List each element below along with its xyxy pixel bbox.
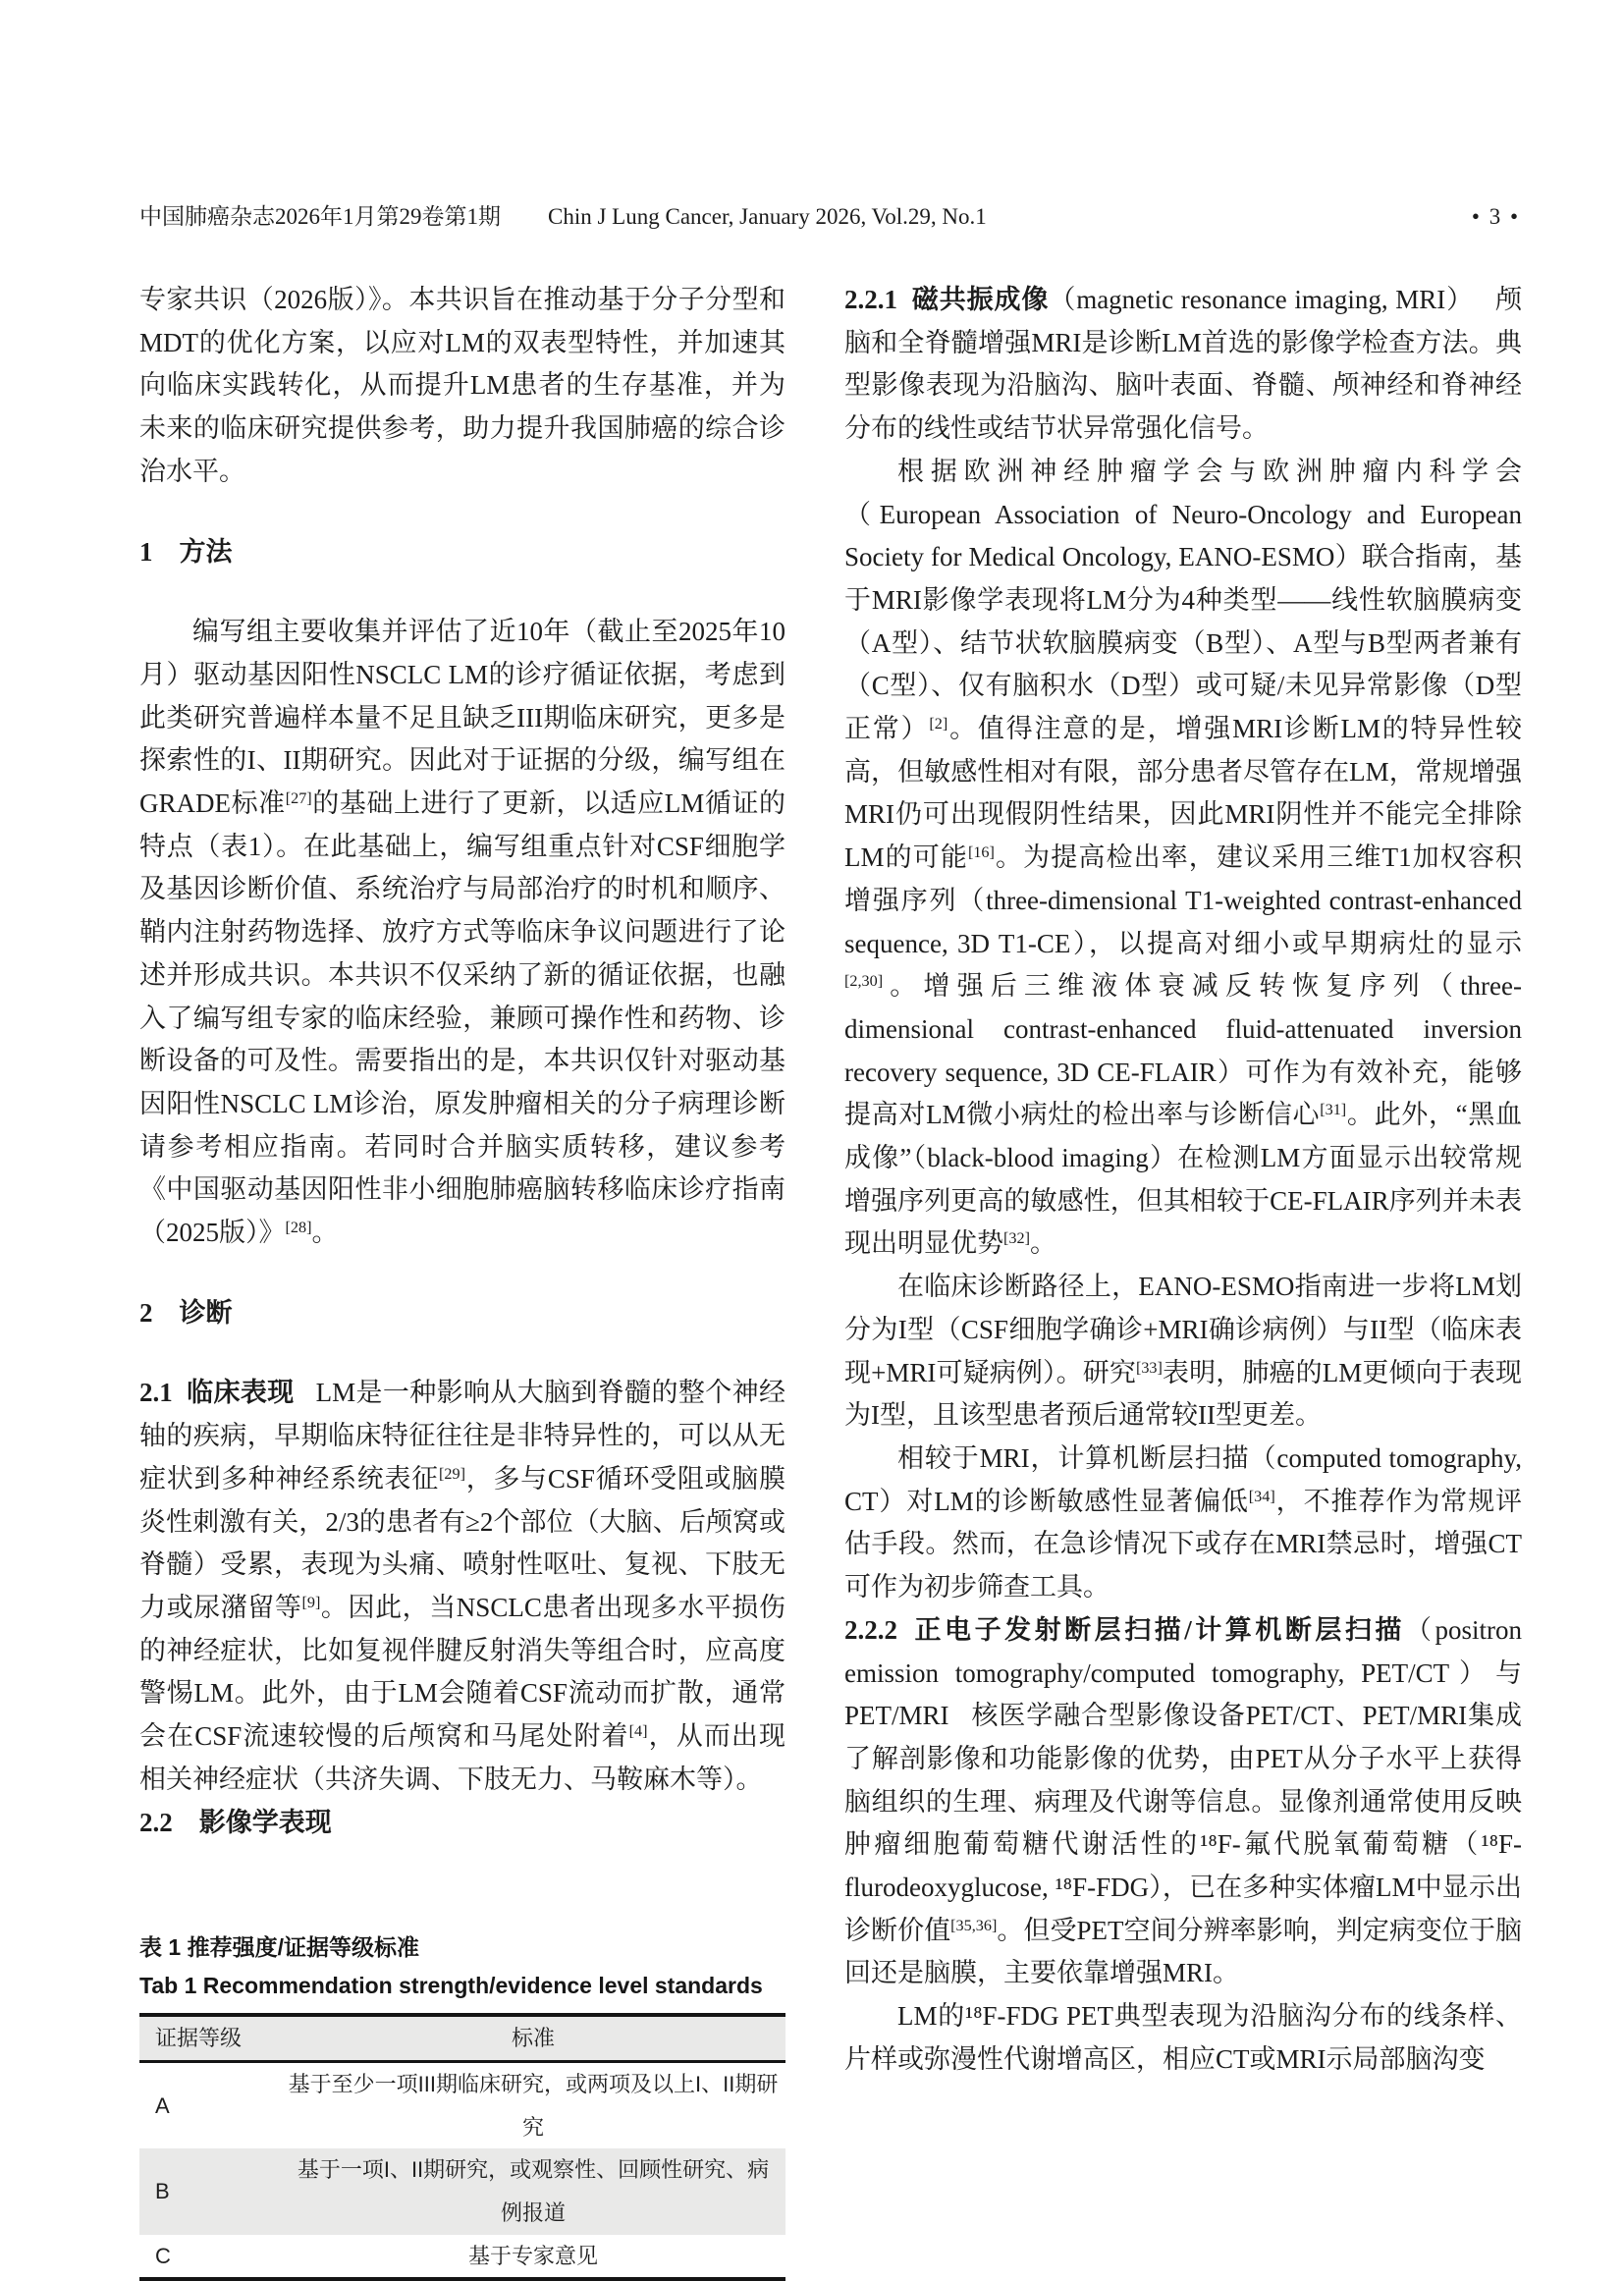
section-2-heading: 2 诊断 [139,1297,233,1328]
subsection-2-2-1-title-en: （magnetic resonance imaging, MRI） [1049,285,1475,314]
subsection-2-1-title: 临床表现 [186,1378,295,1408]
eano-esmo-typing-paragraph: 根据欧洲神经肿瘤学会与欧洲肿瘤内科学会（European Association of Neuro-Oncology and European Society for Medical Oncology, EANO-ESMO）联合指南，基于MRI影像学表现将LM分为4种类型——线性软脑膜病变（A型）、结节状软脑膜病变（B型）、A型与B型两者兼有（C型）、仅有脑积水（D型）或可疑/未见异常影像（D型正常）[2]。值得注意的是，增强MRI诊断LM的特异性较高，但敏感性相对有限，部分患者尽管存在LM，常规增强MRI仍可出现假阴性结果，因此MRI阴性并不能完全排除LM的可能[16]。为提高检出率，建议采用三维T1加权容积增强序列（three-dimensional T1-weighted contrast-enhanced sequence, 3D T1-CE），以提高对细小或早期病灶的显示[2,30]。增强后三维液体衰减反转恢复序列（three-dimensional contrast-enhanced fluid-attenuated inversion recovery sequence, 3D CE-FLAIR）可作为有效补充，能够提高对LM微小病灶的检出率与诊断信心[31]。此外，“黑血成像”（black-blood imaging）在检测LM方面显示出较常规增强序列更高的敏感性，但其相较于CE-FLAIR序列并未表现出明显优势[32]。 [844,456,1523,1259]
diagnostic-pathway-paragraph: 在临床诊断路径上，EANO-ESMO指南进一步将LM划分为I型（CSF细胞学确诊+MRI确诊病例）与II型（临床表现+MRI可疑病例）。研究[33]表明，肺癌的LM更倾向于表现为I型，且该型患者预后通常较II型更差。 [844,1272,1523,1431]
fdg-pet-findings-paragraph: LM的¹⁸F-FDG PET典型表现为沿脑沟分布的线条样、片样或弥漫性代谢增高区，相应CT或MRI示局部脑沟变 [844,2001,1522,2074]
table-1-caption-en: Tab 1 Recommendation strength/evidence level standards [139,1973,763,1999]
section-1-heading: 1 方法 [139,536,233,567]
right-column [844,279,1522,2082]
standard-cell: 基于一项I、II期研究，或观察性、回顾性研究、病例报道 [297,2157,770,2226]
table-row-a [139,2061,785,2148]
clinical-presentation-paragraph [139,1372,785,1801]
journal-title-cn: 中国肺癌杂志2026年1月第29卷第1期 [139,204,501,229]
evidence-level-table [139,2013,785,2281]
standard-cell: 基于专家意见 [467,2243,598,2268]
intro-continuation-paragraph: 专家共识（2026版）》。本共识旨在推动基于分子分型和MDT的优化方案，以应对LM的双表型特性，并加速其向临床实践转化，从而提升LM患者的生存基准，并为未来的临床研究提供参考，助力提升我国肺癌的综合诊治水平。 [139,285,785,486]
mri-text: 颅脑和全脊髓增强MRI是诊断LM首选的影像学检查方法。典型影像表现为沿脑沟、脑叶表面、脊髓、颅神经和脊神经分布的线性或结节状异常强化信号。 [844,285,1523,444]
subsection-2-2-2-title: 正电子发射断层扫描/计算机断层扫描 [911,1614,1405,1645]
running-head [139,202,1520,232]
pet-ct-text: 核医学融合型影像设备PET/CT、PET/MRI集成了解剖影像和功能影像的优势，由PET从分子水平上获得脑组织的生理、病理及代谢等信息。显像剂通常使用反映肿瘤细胞葡萄糖代谢活性的¹⁸F-氟代脱氧葡萄糖（¹⁸F-flurodeoxyglucose, ¹⁸F-FDG），已在多种实体瘤LM中显示出诊断价值[35,36]。但受PET空间分辨率影响，判定病变位于脑回还是脑膜，主要依靠增强MRI。 [844,1701,1522,1988]
subsection-2-2-1-title: 磁共振成像 [911,285,1050,314]
table-header-standard: 标准 [287,2015,785,2061]
page-number: • 3 • [1471,204,1520,229]
subsection-2-2-1-label: 2.2.1 [844,285,897,314]
subsection-2-1-label: 2.1 [139,1378,173,1408]
ct-paragraph: 相较于MRI，计算机断层扫描（computed tomography, CT）对LM的诊断敏感性显著偏低[34]，不推荐作为常规评估手段。然而，在急诊情况下或存在MRI禁忌时，增强CT可作为初步筛查工具。 [844,1442,1522,1602]
methods-paragraph: 编写组主要收集并评估了近10年（截止至2025年10月）驱动基因阳性NSCLC LM的诊疗循证依据，考虑到此类研究普遍样本量不足且缺乏III期临床研究，更多是探索性的I、II期研究。因此对于证据的分级，编写组在GRADE标准[27]的基础上进行了更新，以适应LM循证的特点（表1）。在此基础上，编写组重点针对CSF细胞学及基因诊断价值、系统治疗与局部治疗的时机和顺序、鞘内注射药物选择、放疗方式等临床争议问题进行了论述并形成共识。本共识不仅采纳了新的循证依据，也融入了编写组专家的临床经验，兼顾可操作性和药物、诊断设备的可及性。需要指出的是，本共识仅针对驱动基因阳性NSCLC LM诊治，原发肿瘤相关的分子病理诊断请参考相应指南。若同时合并脑实质转移，建议参考《中国驱动基因阳性非小细胞肺癌脑转移临床诊疗指南（2025版）》[28]。 [139,617,786,1248]
table-row-c [139,2235,785,2280]
left-column [139,279,785,2281]
table-1-block [139,1928,785,2281]
subsection-2-2-2-label: 2.2.2 [844,1614,897,1645]
table-1-caption [139,1928,785,2005]
table-1-caption-cn: 表 1 推荐强度/证据等级标准 [139,1934,419,1961]
table-header-evidence-level: 证据等级 [139,2015,287,2061]
level-cell: A [155,2092,170,2118]
level-cell: C [155,2243,171,2268]
standard-cell: 基于至少一项III期临床研究，或两项及以上I、II期研究 [288,2071,779,2140]
table-header-row [139,2015,785,2061]
subsection-2-2-heading: 2.2 影像学表现 [139,1807,332,1837]
clinical-presentation-text: LM是一种影响从大脑到脊髓的整个神经轴的疾病，早期临床特征往往是非特异性的，可以从无症状到多种神经系统表征[29]，多与CSF循环受阻或脑膜炎性刺激有关，2/3的患者有≥2个部位（大脑、后颅窝或脊髓）受累，表现为头痛、喷射性呕吐、复视、下肢无力或尿潴留等[9]。因此，当NSCLC患者出现多水平损伤的神经症状，比如复视伴腱反射消失等组合时，应高度警惕LM。此外，由于LM会随着CSF流动而扩散，通常会在CSF流速较慢的后颅窝和马尾处附着[4]，从而出现相关神经症状（共济失调、下肢无力、马鞍麻木等）。 [139,1378,786,1794]
subsection-2-2-2-title-en: （positron emission tomography/computed tomography, PET/CT）与PET/MRI [844,1614,1522,1731]
table-row-b [139,2148,785,2234]
journal-title-en: Chin J Lung Cancer, January 2026, Vol.29, No.1 [548,204,987,229]
mri-paragraph [844,279,1522,451]
pet-ct-paragraph [844,1609,1522,1995]
level-cell: B [155,2179,170,2204]
